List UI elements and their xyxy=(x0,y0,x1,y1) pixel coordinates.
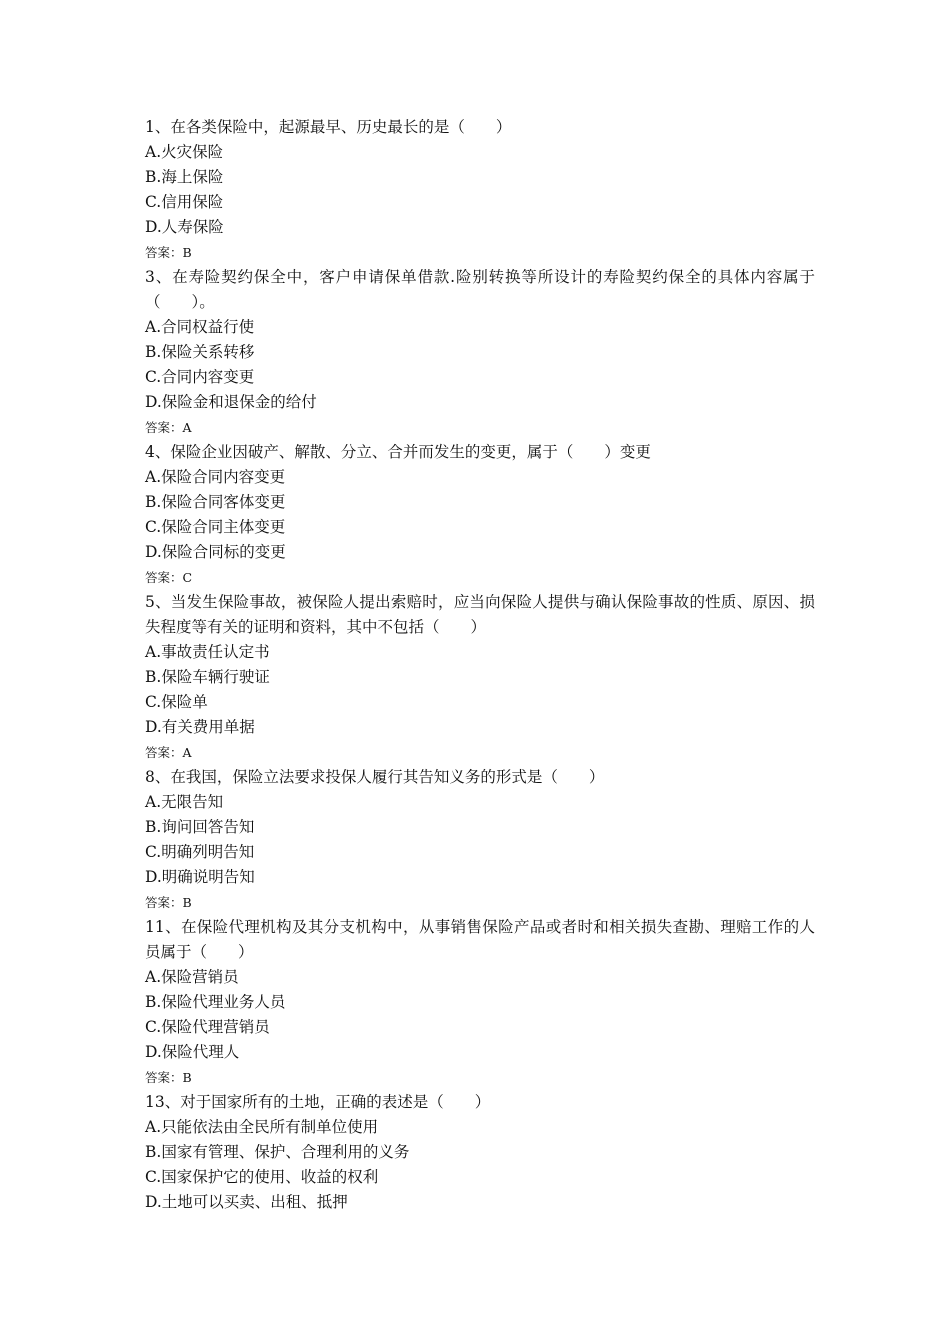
option-c: C.保险单 xyxy=(145,693,208,711)
option-d: D.保险合同标的变更 xyxy=(145,543,286,561)
option-a: A.只能依法由全民所有制单位使用 xyxy=(145,1118,379,1136)
option-b: B.海上保险 xyxy=(145,168,224,186)
option-d: D.保险代理人 xyxy=(145,1043,240,1061)
option-d: D.明确说明告知 xyxy=(145,868,255,886)
question-list xyxy=(145,115,815,1215)
question-block xyxy=(145,590,815,765)
question-stem: 13、对于国家所有的土地，正确的表述是（ ） xyxy=(145,1093,491,1111)
option-a: A.保险营销员 xyxy=(145,968,239,986)
option-c: C.保险合同主体变更 xyxy=(145,518,286,536)
question-block xyxy=(145,1090,815,1215)
answer-line: 答案：B xyxy=(145,1070,192,1085)
question-block xyxy=(145,440,815,590)
option-b: B.保险车辆行驶证 xyxy=(145,668,270,686)
option-c: C.信用保险 xyxy=(145,193,224,211)
answer-line: 答案：A xyxy=(145,420,192,435)
question-stem: 11、在保险代理机构及其分支机构中，从事销售保险产品或者时和相关损失查勘、理赔工作的人员属于（ ） xyxy=(145,918,815,961)
answer-line: 答案：B xyxy=(145,895,192,910)
option-d: D.保险金和退保金的给付 xyxy=(145,393,317,411)
option-c: C.国家保护它的使用、收益的权利 xyxy=(145,1168,379,1186)
option-c: C.合同内容变更 xyxy=(145,368,255,386)
option-a: A.保险合同内容变更 xyxy=(145,468,286,486)
option-b: B.保险代理业务人员 xyxy=(145,993,286,1011)
option-d: D.有关费用单据 xyxy=(145,718,255,736)
question-stem: 4、保险企业因破产、解散、分立、合并而发生的变更，属于（ ）变更 xyxy=(145,443,651,461)
option-d: D.土地可以买卖、出租、抵押 xyxy=(145,1193,348,1211)
option-d: D.人寿保险 xyxy=(145,218,224,236)
option-b: B.保险合同客体变更 xyxy=(145,493,286,511)
option-b: B.国家有管理、保护、合理利用的义务 xyxy=(145,1143,410,1161)
answer-line: 答案：B xyxy=(145,245,192,260)
option-a: A.火灾保险 xyxy=(145,143,224,161)
question-stem: 8、在我国，保险立法要求投保人履行其告知义务的形式是（ ） xyxy=(145,768,605,786)
question-stem: 3、在寿险契约保全中，客户申请保单借款.险别转换等所设计的寿险契约保全的具体内容属于（ ）。 xyxy=(145,268,815,311)
question-block xyxy=(145,265,815,440)
option-a: A.事故责任认定书 xyxy=(145,643,270,661)
option-a: A.合同权益行使 xyxy=(145,318,255,336)
option-c: C.保险代理营销员 xyxy=(145,1018,270,1036)
option-b: B.询问回答告知 xyxy=(145,818,255,836)
answer-line: 答案：C xyxy=(145,570,193,585)
option-b: B.保险关系转移 xyxy=(145,343,255,361)
answer-line: 答案：A xyxy=(145,745,192,760)
option-a: A.无限告知 xyxy=(145,793,224,811)
question-block xyxy=(145,915,815,1090)
option-c: C.明确列明告知 xyxy=(145,843,255,861)
question-block xyxy=(145,115,815,265)
question-block xyxy=(145,765,815,915)
question-stem: 5、当发生保险事故，被保险人提出索赔时，应当向保险人提供与确认保险事故的性质、原因、损失程度等有关的证明和资料，其中不包括（ ） xyxy=(145,593,815,636)
question-stem: 1、在各类保险中，起源最早、历史最长的是（ ） xyxy=(145,118,512,136)
